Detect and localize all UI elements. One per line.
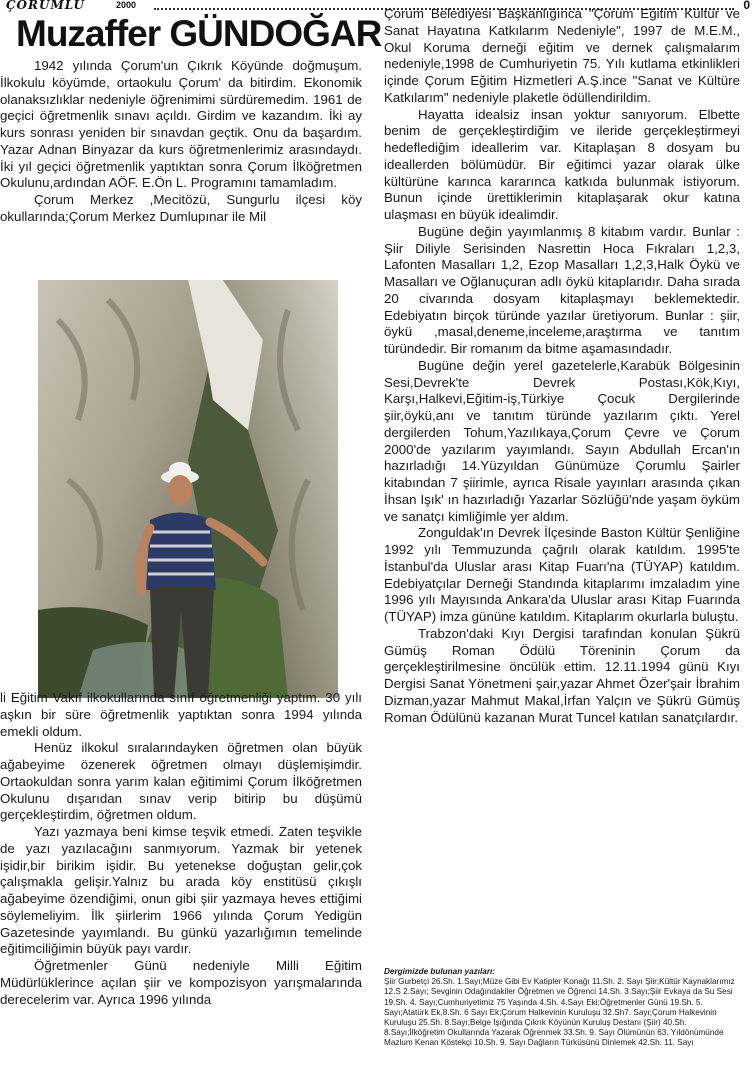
left-column-top [0,58,362,226]
issue-year: 2000 [116,0,137,10]
paragraph: Bugüne değin yerel gazetelerle,Karabük Bölgesinin Sesi,Devrek'te Devrek Postası,Kök,Kıyı, Karşı,Halkevi,Eğitim-iş,Türkiye Çocuk Dergilerinde şiir,öykü,anı ve tanıtım türünde yazılarım çıktı. Yerel dergilerden Tohum,Yazılıkaya,Çorum Çevre ve Çorum 2000'de yazılarım yayımlandı. Sayın Abdullah Ercan'ın hazırladığı 14.Yüzyıldan Günümüze Çorumlu Şairler kitabından 7 şiirimle, ayrıca Risale yayınları arasında çıkan İhsan Işık' ın hazırladığı Yazarlar Sözlüğü'nde yaşam öyküm ve sanatçı kimliğimle yer aldım. [384,357,740,524]
paragraph: Çorum Merkez ,Mecitözü, Sungurlu ilçesi köy okullarında;Çorum Merkez Dumlupınar ile Mil [0,192,362,224]
references-title: Dergimizde bulunan yazıları: [384,967,496,976]
right-column [384,6,740,726]
paragraph: Öğretmenler Günü nedeniyle Milli Eğitim Müdürlüklerince açılan şiir ve kompozisyon yarışmalarında derecelerim var. Ayrıca 1996 yılında [0,958,362,1007]
paragraph: Çorum Belediyesi Başkanlığınca "Çorum Eğitim Kültür ve Sanat Hayatına Katkılarım Nedeniyle", 1997 de M.E.M., Okul Koruma derneği eğitim ve dernek çalışmalarım nedeniyle,1998 de Cumhuriyetin 75. Yılı kutlama etkinlikleri içinde Çorum Eğitim Hizmetleri A.Ş.ince "Sanat ve Kültüre Katkılarım" nedeniyle plaketle ödüllendirildim. [384,6,740,105]
paragraph: Trabzon'daki Kıyı Dergisi tarafından konulan Şükrü Gümüş Roman Ödülü Töreninin Çorum da gerçekleştirilmesine öncülük ettim. 12.11.1994 günü Kıyı Dergisi Sanat Yönetmeni şair,yazar Ahmet Özer'şair İbrahim Dizman,yazar Mahmut Makal,İrfan Yalçın ve Şükrü Gümüş Roman Ödülünü kazanan Murat Tuncel katılan sanatçılardır. [384,625,740,725]
paragraph: Bugüne değin yayımlanmış 8 kitabım vardır. Bunlar : Şiir Diliyle Serisinden Nasrettin Hoca Fıkraları 1,2,3, Lafonten Masalları 1,2, Ezop Masalları 1,2,3,Halk Öykü ve Masalları ve Oğlanuçuran adlı öykü kitaplarıdır. Daha sırada 20 civarında dosyam kitaplaşmayı beklemektedir. Edebiyatın birçok türünde yazılar üretiyorum. Bunlar : şiir, öykü ,masal,deneme,inceleme,araştırma ve tanıtım türündedir. Bir romanım da bitme aşamasındadır. [384,223,740,356]
author-name: Muzaffer GÜNDOĞAR [16,13,382,54]
paragraph: Henüz ilkokul sıralarındayken öğretmen olan büyük ağabeyime özenerek öğretmen olmayı düşlemişimdir. Ortaokuldan sonra yarım kalan eğitimimi Çorum İlköğretmen Okulunu dışarıdan sınav verip bitirip bu düşümü gerçekleştirdim, öğretmen oldum. [0,740,362,823]
paragraph: Yazı yazmaya beni kimse teşvik etmedi. Zaten teşvikle de yazı yazılacağını sanmıyorum. Yazmak bir yetenek işidir,bir birikim işidir. Bu yetenekse doğuştan gelir,çok çalışmakla gelişir.Yalnız bu arada köy enstitüsü çıkışlı ağabeyime özendiğimi, onun gibi şiir yazmaya heves ettiğimi söylemeliyim. İlk şiirlerim 1966 yılında Çorum Yedigün Gazetesinde yayımlandı. Bu günkü yazarlığımın temelinde eğitimciliğimin büyük payı vardır. [0,824,362,957]
page-number: 0 [743,0,750,12]
magazine-brand: ÇORUMLU [6,0,85,12]
author-photo [38,280,338,698]
author-portrait-in-canyon-icon [38,280,338,698]
paragraph: Zonguldak'ın Devrek İlçesinde Baston Kültür Şenliğine 1992 yılı Temmuzunda çağrılı olarak katıldım. 1995'te İstanbul'da Uluslar arası Kitap Fuarı'na (TÜYAP) katıldım. Edebiyatçılar Derneği Standında kitaplarımı imzaladım yine 1996 yılı Mayısında Ankara'da Uluslar arası Kitap Fuarında (TÜYAP) imza gününe katıldım. Kitaplarım okurlarla buluştu. [384,525,740,624]
references-text: Şiir Gurbetçi 26.Sh. 1.Sayı;Müze Gibi Ev Katipler Konağı 11.Sh. 2. Sayı Şiir;Kültür Kaynaklarımız 12.S 2.Sayı; Sevginin Odağındakiler Öğretmen ve Öğrenci 14.Sh. 3.Sayı;Şiir Evkaya da Su Sesi 19.Sh. 4. Sayı;Cumhuriyetimiz 75 Yaşında 4.Sh. 4.Sayı Eki;Öğretmenler Günü 19.Sh. 5. Sayı;Atatürk Ek,8.Sh. 6 Sayı Ek;Çorum Halkevinin Kuruluşu 32.Sh7. Sayı;Çorum Halkevinin Kuruluşu 25.Sh. 8.Sayı;Belge Işığında Çıkrık Köyünün Kuruluş Destanı (Şiir) 40.Sh. 8.Sayı;İlköğretim Okullarında Yazarak Öğrenmek 33.Sh. 9. Sayı Ölümünün 63. Yıldönümünde Mazlum Kenan Köstekçi 10.Sh. 9. Sayı Dağların Türküsünü Dinlemek 42.Sh. 11. Sayı [384,977,735,1048]
paragraph: li Eğitim Vakıf ilkokullarında sınıf öğretmenliği yaptım. 30 yılı aşkın bir süre öğretmenlik yaptıktan sonra 1994 yılında emekli oldum. [0,690,362,739]
paragraph: 1942 yılında Çorum'un Çıkrık Köyünde doğmuşum. İlkokulu köyümde, ortaokulu Çorum' da bitirdim. Ekonomik olanaksızlıklar nedeniyle öğrenimimi sürdüremedim. 1961 de geçici öğretmenlik sınavı açıldı. Girdim ve kazandım. İki ay kurs sonrası yeniden bir sınavdan geçtik. Onu da başardım. Yazar Adnan Binyazar da kurs öğretmenlerimiz arasındaydı. İki yıl geçici öğretmenlik yaptıktan sonra Çorum İlköğretmen Okulunu,ardından AÖF. E.Ön L. Programını tamamladım. [0,58,362,191]
paragraph: Hayatta idealsiz insan yoktur sanıyorum. Elbette benim de gerçekleştirdiğim ve ileride gerçekleştirmeyi hedeflediğim ideallerim var. Kitaplaşan 8 dosyam bu ideallerden bölümüdür. Bir eğitimci yazar olarak ülke kültürüne karınca kararınca katkıda bulunmak istiyorum. Bunun içinde ürettiklerimin kitaplaşarak okur katına ulaşması en büyük idealimdir. [384,106,740,222]
left-column-bottom [0,690,362,1008]
references-box [384,967,740,1049]
